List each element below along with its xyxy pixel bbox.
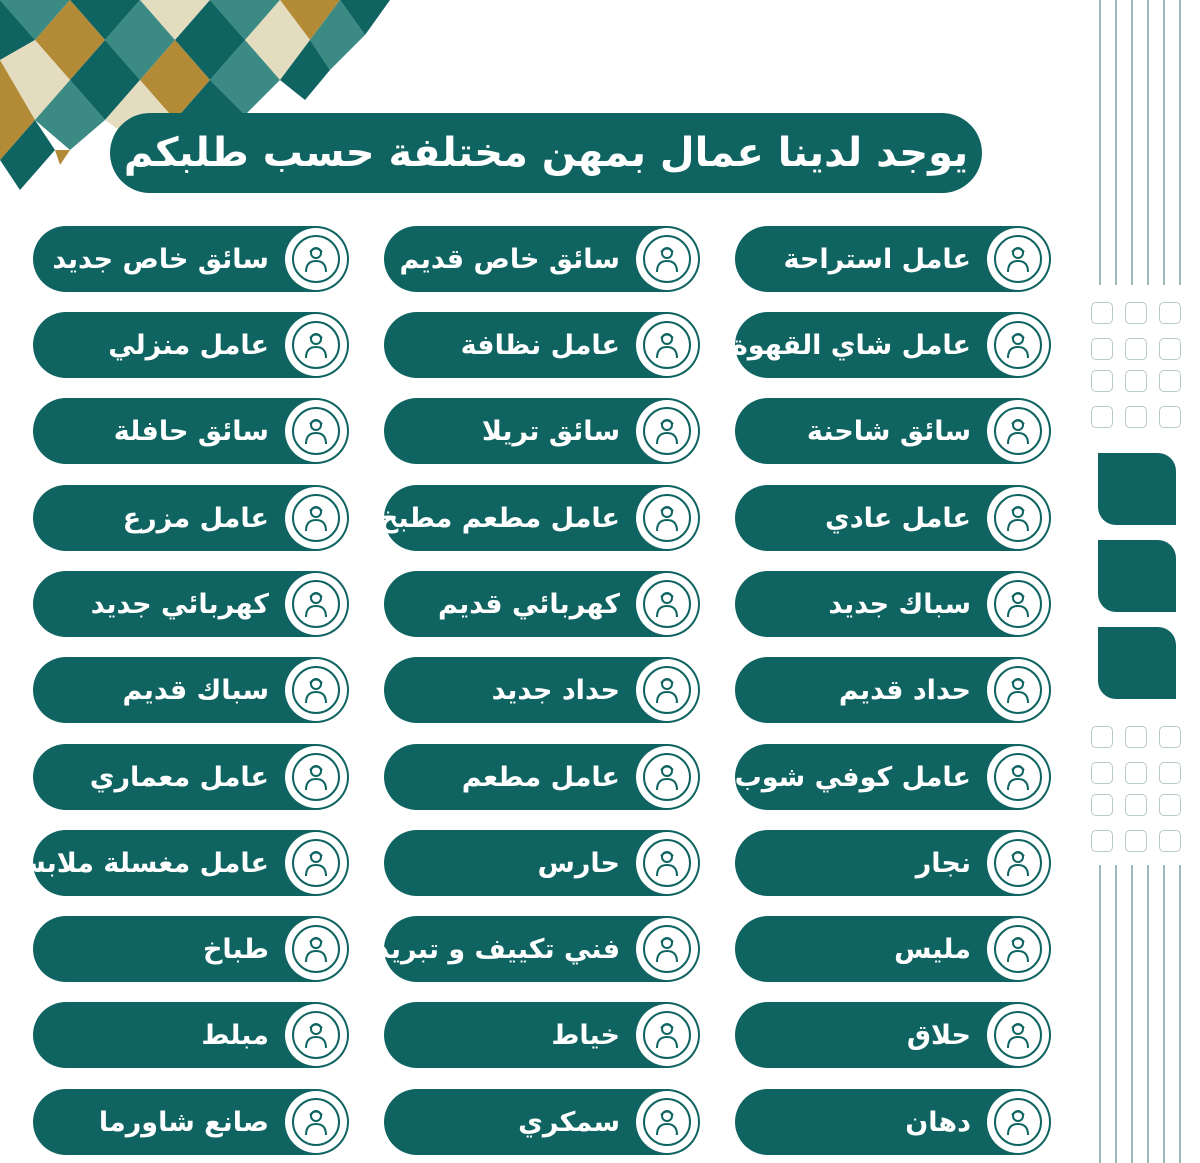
profession-label: عامل منزلي: [108, 329, 269, 361]
profession-pill: [33, 1002, 349, 1068]
profession-icon-badge: [987, 832, 1049, 894]
air-conditioner-icon: [643, 925, 691, 973]
profession-label: سمكري: [518, 1106, 620, 1138]
farmer-icon: [292, 494, 340, 542]
profession-label: مليس: [894, 933, 971, 965]
profession-pill: [735, 744, 1051, 810]
profession-pill: [735, 571, 1051, 637]
profession-label: حداد قديم: [838, 674, 971, 706]
electrician-icon: [643, 580, 691, 628]
blacksmith-icon: [643, 666, 691, 714]
profession-label: عامل شاي القهوة: [731, 329, 971, 361]
mechanic-icon: [643, 1098, 691, 1146]
bus-driver-icon: [292, 407, 340, 455]
profession-pill: [735, 398, 1051, 464]
profession-icon-badge: [636, 659, 698, 721]
profession-pill: [33, 916, 349, 982]
profession-icon-badge: [987, 314, 1049, 376]
profession-pill: [735, 226, 1051, 292]
side-block-2: [1098, 540, 1176, 612]
private-driver-icon: [292, 235, 340, 283]
profession-label: فني تكييف و تبريد: [375, 933, 620, 965]
profession-label: عامل نظافة: [460, 329, 620, 361]
profession-icon-badge: [285, 228, 347, 290]
side-block-3: [1098, 627, 1176, 699]
electrician-icon: [292, 580, 340, 628]
profession-pill: [384, 1002, 700, 1068]
profession-label: عامل كوفي شوب: [734, 761, 971, 793]
profession-pill: [8, 830, 349, 896]
profession-icon-badge: [636, 314, 698, 376]
profession-label: سائق تريلا: [481, 415, 620, 447]
profession-icon-badge: [636, 832, 698, 894]
profession-label: سائق خاص جديد: [52, 243, 269, 275]
profession-label: سائق خاص قديم: [399, 243, 620, 275]
profession-label: سائق شاحنة: [806, 415, 971, 447]
profession-label: عامل مطعم مطبخ: [378, 502, 620, 534]
profession-pill: [33, 312, 349, 378]
profession-pill: [33, 657, 349, 723]
profession-label: مبلط: [201, 1019, 269, 1051]
profession-icon-badge: [285, 659, 347, 721]
painter-icon: [994, 1098, 1042, 1146]
profession-label: حارس: [537, 847, 620, 879]
profession-icon-badge: [285, 487, 347, 549]
profession-label: عامل مزرع: [122, 502, 269, 534]
profession-pill: [384, 744, 700, 810]
scissors-icon: [994, 1011, 1042, 1059]
profession-label: سباك جديد: [828, 588, 971, 620]
profession-icon-badge: [987, 659, 1049, 721]
plumber-icon: [292, 666, 340, 714]
profession-pill: [735, 1002, 1051, 1068]
profession-pill: [375, 916, 700, 982]
side-lines-top: [1096, 0, 1186, 290]
carpenter-icon: [994, 839, 1042, 887]
profession-icon-badge: [987, 228, 1049, 290]
guard-icon: [643, 839, 691, 887]
profession-label: صانع شاورما: [98, 1106, 269, 1138]
profession-label: دهان: [905, 1106, 971, 1138]
profession-pill: [33, 398, 349, 464]
profession-label: عامل مطعم: [461, 761, 620, 793]
profession-icon-badge: [987, 746, 1049, 808]
profession-pill: [384, 398, 700, 464]
profession-pill: [384, 226, 700, 292]
blacksmith-icon: [994, 666, 1042, 714]
profession-icon-badge: [285, 918, 347, 980]
profession-pill: [33, 1089, 349, 1155]
profession-pill: [33, 485, 349, 551]
profession-label: سائق حافلة: [113, 415, 269, 447]
coffee-machine-icon: [994, 321, 1042, 369]
profession-icon-badge: [285, 314, 347, 376]
profession-icon-badge: [636, 1091, 698, 1153]
worker-helmet-icon: [994, 494, 1042, 542]
profession-icon-badge: [636, 228, 698, 290]
profession-icon-badge: [636, 918, 698, 980]
page-title: يوجد لدينا عمال بمهن مختلفة حسب طلبكم: [110, 113, 982, 193]
profession-pill: [731, 312, 1051, 378]
profession-label: عامل استراحة: [783, 243, 971, 275]
profession-icon-badge: [636, 400, 698, 462]
profession-pill: [33, 571, 349, 637]
laundry-icon: [292, 839, 340, 887]
profession-pill: [735, 1089, 1051, 1155]
profession-label: سباك قديم: [122, 674, 269, 706]
profession-icon-badge: [636, 1004, 698, 1066]
profession-icon-badge: [987, 400, 1049, 462]
truck-driver-icon: [994, 407, 1042, 455]
profession-label: خياط: [551, 1019, 620, 1051]
profession-label: كهربائي جديد: [90, 588, 269, 620]
side-lines-bottom: [1096, 865, 1186, 1163]
profession-pill: [33, 744, 349, 810]
coffee-machine-icon: [994, 753, 1042, 801]
profession-icon-badge: [987, 573, 1049, 635]
profession-pill: [735, 485, 1051, 551]
profession-label: حداد جديد: [491, 674, 620, 706]
profession-pill: [33, 226, 349, 292]
profession-label: نجار: [915, 847, 971, 879]
tiler-icon: [292, 1011, 340, 1059]
plumber-icon: [994, 580, 1042, 628]
profession-icon-badge: [987, 918, 1049, 980]
profession-pill: [735, 916, 1051, 982]
private-driver-icon: [643, 235, 691, 283]
waiter-icon: [643, 753, 691, 801]
profession-pill: [384, 571, 700, 637]
profession-pill: [378, 485, 700, 551]
profession-pill: [384, 312, 700, 378]
profession-icon-badge: [285, 1091, 347, 1153]
profession-icon-badge: [636, 746, 698, 808]
profession-label: عامل عادي: [825, 502, 971, 534]
profession-icon-badge: [987, 1004, 1049, 1066]
worker-helmet-icon: [292, 321, 340, 369]
shawarma-icon: [292, 1098, 340, 1146]
profession-icon-badge: [285, 746, 347, 808]
chef-hat-icon: [292, 925, 340, 973]
profession-pill: [384, 657, 700, 723]
cleaner-icon: [643, 321, 691, 369]
profession-icon-badge: [636, 487, 698, 549]
profession-icon-badge: [285, 400, 347, 462]
profession-icon-badge: [285, 573, 347, 635]
truck-driver-icon: [643, 407, 691, 455]
profession-pill: [384, 830, 700, 896]
profession-label: عامل معماري: [89, 761, 269, 793]
profession-label: حلاق: [906, 1019, 971, 1051]
profession-pill: [384, 1089, 700, 1155]
profession-icon-badge: [987, 1091, 1049, 1153]
profession-label: طباخ: [202, 933, 269, 965]
profession-icon-badge: [636, 573, 698, 635]
profession-pill: [735, 657, 1051, 723]
worker-helmet-icon: [994, 235, 1042, 283]
plasterer-icon: [994, 925, 1042, 973]
profession-label: كهربائي قديم: [437, 588, 620, 620]
builder-icon: [292, 753, 340, 801]
waiter-icon: [643, 494, 691, 542]
side-block-1: [1098, 453, 1176, 525]
profession-pill: [735, 830, 1051, 896]
profession-icon-badge: [285, 832, 347, 894]
profession-icon-badge: [285, 1004, 347, 1066]
profession-label: عامل مغسلة ملابس: [8, 847, 269, 879]
profession-icon-badge: [987, 487, 1049, 549]
tailor-icon: [643, 1011, 691, 1059]
